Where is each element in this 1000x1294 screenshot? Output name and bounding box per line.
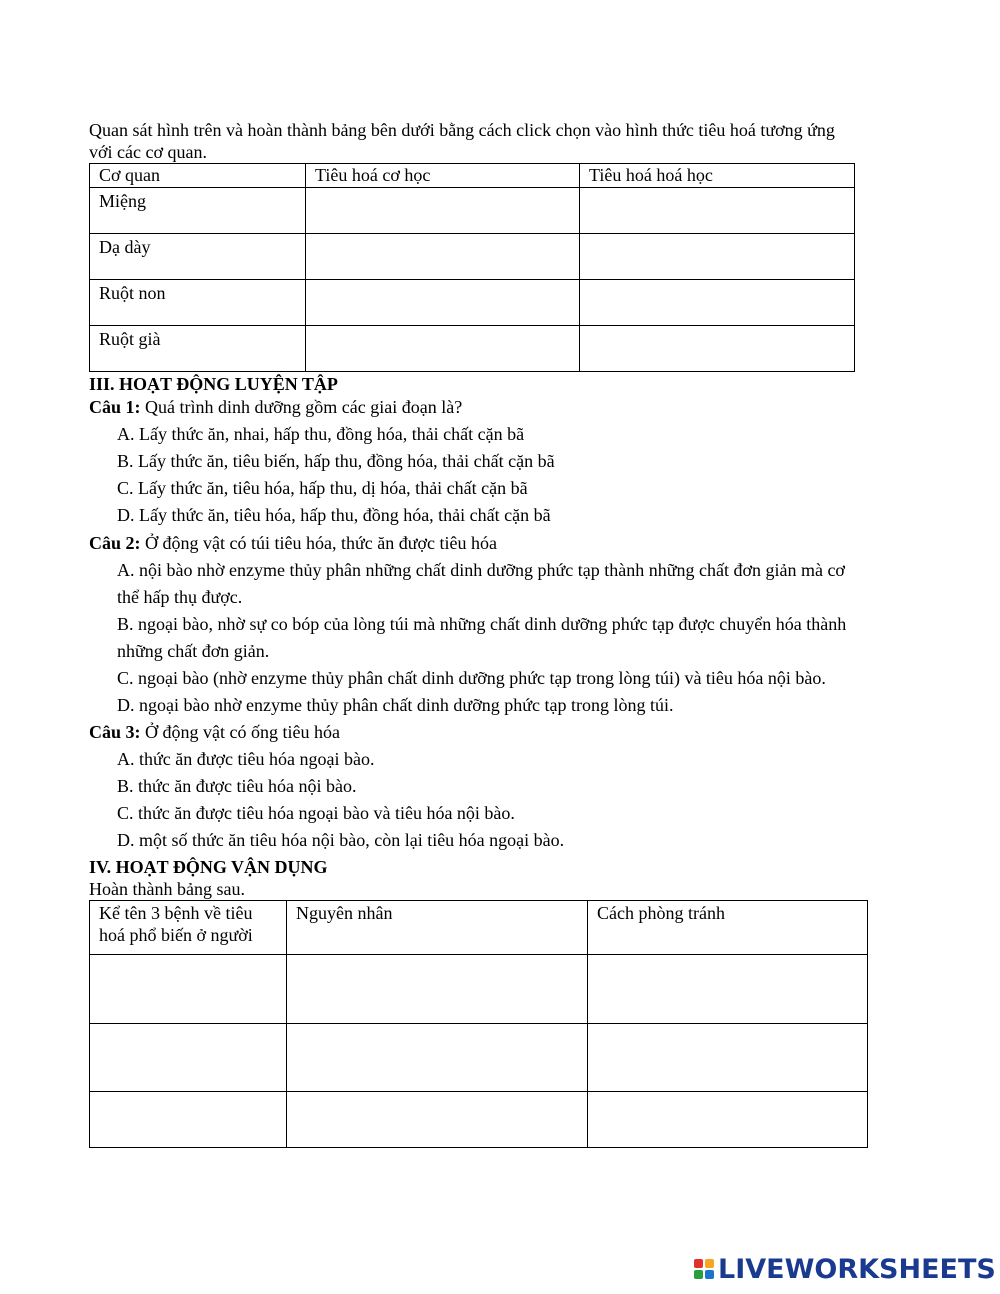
cause-input-cell[interactable] [287, 1092, 588, 1148]
chemical-drop-cell[interactable] [580, 280, 855, 326]
q3-option-b[interactable]: B. thức ăn được tiêu hóa nội bào. [117, 776, 357, 796]
q1-option-b[interactable]: B. Lấy thức ăn, tiêu biến, hấp thu, đồng hóa, thải chất cặn bã [117, 451, 555, 471]
logo-square-green [694, 1270, 703, 1279]
prevention-input-cell[interactable] [588, 1092, 868, 1148]
mechanical-drop-cell[interactable] [306, 326, 580, 372]
q2-option-c[interactable]: C. ngoại bào (nhờ enzyme thủy phân chất dinh dưỡng phức tạp trong lòng túi) và tiêu hóa nội bào. [117, 668, 826, 688]
intro-line-1: Quan sát hình trên và hoàn thành bảng bên dưới bằng cách click chọn vào hình thức tiêu hoá tương ứng [89, 120, 835, 140]
header-prevention: Cách phòng tránh [588, 901, 868, 955]
liveworksheets-logo [694, 1252, 996, 1286]
logo-square-orange [705, 1259, 714, 1268]
table-row [90, 1092, 868, 1148]
table-row [90, 1024, 868, 1092]
mechanical-drop-cell[interactable] [306, 234, 580, 280]
section-4-title: IV. HOẠT ĐỘNG VẬN DỤNG [89, 857, 328, 877]
question-2 [89, 532, 497, 554]
q1-option-d[interactable]: D. Lấy thức ăn, tiêu hóa, hấp thu, đồng hóa, thải chất cặn bã [117, 505, 551, 525]
header-disease-line-2: hoá phổ biến ở người [99, 925, 253, 945]
mechanical-drop-cell[interactable] [306, 188, 580, 234]
disease-table [89, 900, 868, 1148]
disease-input-cell[interactable] [90, 955, 287, 1024]
organ-cell: Miệng [90, 188, 306, 234]
table-row [90, 955, 868, 1024]
table-row [90, 188, 855, 234]
question-2-text: Ở động vật có túi tiêu hóa, thức ăn được tiêu hóa [140, 533, 497, 553]
header-disease [90, 901, 287, 955]
cause-input-cell[interactable] [287, 955, 588, 1024]
q2-option-d[interactable]: D. ngoại bào nhờ enzyme thủy phân chất dinh dưỡng phức tạp trong lòng túi. [117, 695, 674, 715]
q1-option-a[interactable]: A. Lấy thức ăn, nhai, hấp thu, đồng hóa, thải chất cặn bã [117, 424, 525, 444]
q1-option-c[interactable]: C. Lấy thức ăn, tiêu hóa, hấp thu, dị hóa, thải chất cặn bã [117, 478, 528, 498]
chemical-drop-cell[interactable] [580, 188, 855, 234]
prevention-input-cell[interactable] [588, 1024, 868, 1092]
question-3-label: Câu 3: [89, 722, 141, 742]
liveworksheets-logo-icon [694, 1259, 714, 1279]
q3-option-d[interactable]: D. một số thức ăn tiêu hóa nội bào, còn lại tiêu hóa ngoại bào. [117, 830, 565, 850]
section-4-instruction: Hoàn thành bảng sau. [89, 879, 245, 899]
disease-input-cell[interactable] [90, 1092, 287, 1148]
logo-square-blue [705, 1270, 714, 1279]
question-2-label: Câu 2: [89, 533, 141, 553]
table-header-row [90, 901, 868, 955]
table-header-row [90, 164, 855, 188]
q2-option-a-cont[interactable]: thể hấp thụ được. [117, 587, 243, 607]
digestion-table [89, 163, 855, 372]
organ-cell: Ruột già [90, 326, 306, 372]
disease-input-cell[interactable] [90, 1024, 287, 1092]
cause-input-cell[interactable] [287, 1024, 588, 1092]
q3-option-c[interactable]: C. thức ăn được tiêu hóa ngoại bào và tiêu hóa nội bào. [117, 803, 515, 823]
mechanical-drop-cell[interactable] [306, 280, 580, 326]
table-row [90, 234, 855, 280]
organ-cell: Ruột non [90, 280, 306, 326]
q2-option-b-cont[interactable]: những chất đơn giản. [117, 641, 270, 661]
logo-text: LIVEWORKSHEETS [718, 1253, 996, 1285]
table-row [90, 326, 855, 372]
chemical-drop-cell[interactable] [580, 326, 855, 372]
header-disease-line-1: Kể tên 3 bệnh về tiêu [99, 903, 253, 923]
q3-option-a[interactable]: A. thức ăn được tiêu hóa ngoại bào. [117, 749, 375, 769]
question-1-label: Câu 1: [89, 397, 141, 417]
intro-line-2: với các cơ quan. [89, 142, 207, 162]
section-3-title: III. HOẠT ĐỘNG LUYỆN TẬP [89, 374, 338, 394]
table-row [90, 280, 855, 326]
question-3 [89, 721, 340, 743]
header-cause: Nguyên nhân [287, 901, 588, 955]
prevention-input-cell[interactable] [588, 955, 868, 1024]
header-mechanical: Tiêu hoá cơ học [306, 164, 580, 188]
question-3-text: Ở động vật có ống tiêu hóa [140, 722, 340, 742]
q2-option-b[interactable]: B. ngoại bào, nhờ sự co bóp của lòng túi mà những chất dinh dưỡng phức tạp được chuyển hóa thành [117, 614, 847, 634]
organ-cell: Dạ dày [90, 234, 306, 280]
question-1 [89, 396, 462, 418]
question-1-text: Quá trình dinh dưỡng gồm các giai đoạn là? [140, 397, 463, 417]
chemical-drop-cell[interactable] [580, 234, 855, 280]
q2-option-a[interactable]: A. nội bào nhờ enzyme thủy phân những chất dinh dưỡng phức tạp thành những chất đơn giản mà cơ [117, 560, 845, 580]
header-chemical: Tiêu hoá hoá học [580, 164, 855, 188]
logo-square-red [694, 1259, 703, 1268]
header-organ: Cơ quan [90, 164, 306, 188]
